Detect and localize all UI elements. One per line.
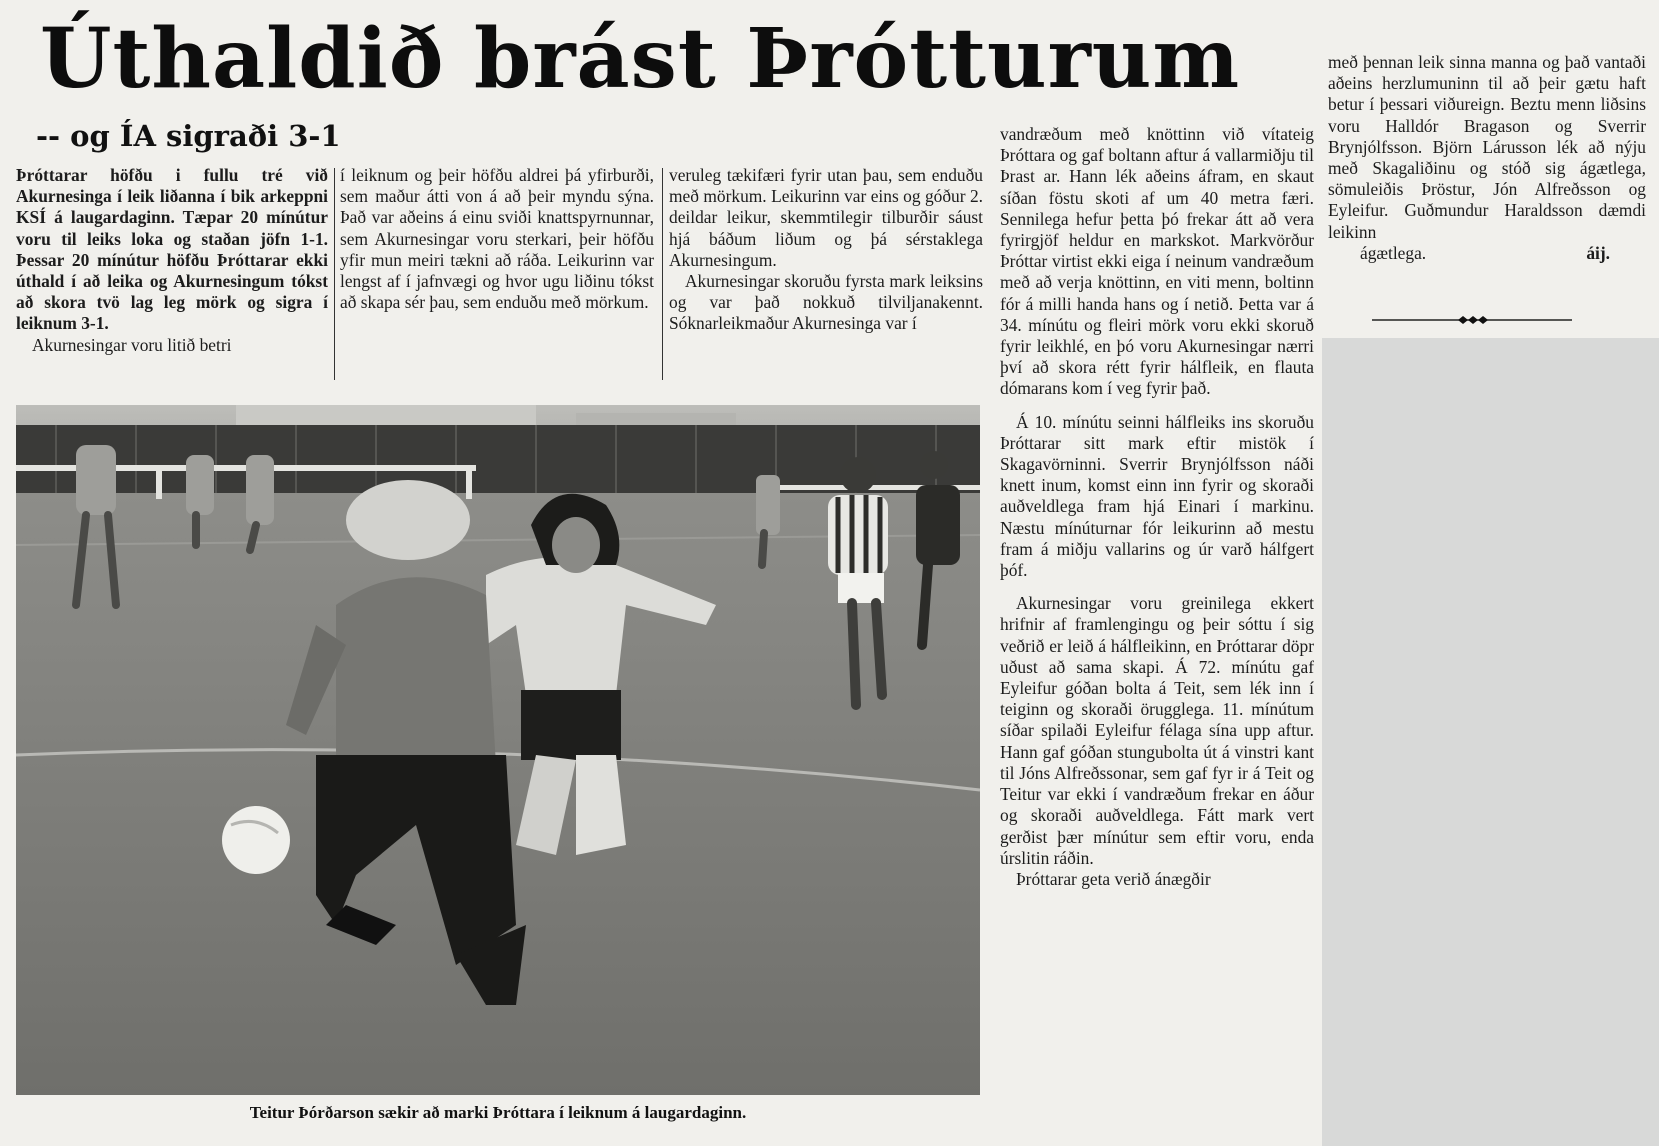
column-4-paragraph-3: Akurnesingar voru greinilega ekkert hrifnir af framlengingu og þeir sóttu í sig veðrið er leið á hálfleikinn, en Þróttarar döpr uðust að sama skapi. Á 72. mínútu gaf Eyleifur góðan bolta á Teit, sem lék inn í teiginn og skoraði örugglega. 11. mínútum síðar spilaði Eyleifur félaga sína upp aftur. Hann gaf góðan stungubolta út á vinstri kant til Jóns Alfreðssonar, sem gaf fyr ir á Teit og Teitur var ekki í vandræðum frekar en áður og skoraði auðveldlega. Fátt mark vert gerðist þær mínútur sem eftir voru, enda úrslitin ráðin. <box>1000 593 1314 868</box>
subheadline: -- og ÍA sigraði 3-1 <box>36 119 341 153</box>
column-3-paragraph-1: veruleg tækifæri fyrir utan þau, sem enduðu með mörkum. Leikurinn var eins og góður 2. deildar leikur, skemmtilegir tilburðir sáust hjá báðum liðum og þá sérstaklega Akurnesingum. <box>669 165 983 270</box>
article-column-1 <box>16 165 328 383</box>
column-4-paragraph-2: Á 10. mínútu seinni hálfleiks ins skoruðu Þróttarar sitt mark eftir mistök í Skagavörninni. Sverrir Brynjólfsson náði knett inum, komst einn inn fyrir og skoraði auðveldlega fram hjá Einari í markinu. Næstu mínúturnar fór leikurinn að mestu fram á miðju vallarins og úr varð hálfgert þóf. <box>1000 411 1314 581</box>
article-column-2 <box>340 165 654 383</box>
closing-line <box>1328 243 1646 264</box>
column-3-paragraph-2: Akurnesingar skoruðu fyrsta mark leiksins og var það nokkuð tilviljanakennt. Sóknarleikmaður Akurnesinga var í <box>669 271 983 334</box>
article-column-5 <box>1328 52 1646 312</box>
headline: Úthaldið brást Þrótturum <box>40 11 1241 107</box>
column-2-paragraph: í leiknum og þeir höfðu aldrei þá yfirburði, sem maður átti von á að þeir myndu sýna. Það var aðeins á einu sviði knattspyrnunnar, sem Akurnesingar voru sterkari, þeir höfðu yfir mun meiri tækni að ráða. Leikurinn var lengst af í jafnvægi og hvor ugu liðinu tókst að skapa sér þau, sem enduðu með mörkum. <box>340 165 654 313</box>
end-ornament-icon <box>1372 314 1572 326</box>
column-rule <box>662 168 663 380</box>
column-5-paragraph: með þennan leik sinna manna og það vantaði aðeins herzlumuninn til að þeir gætu haft betur í þessari viðureign. Beztu menn liðsins voru Halldór Bragason og Sverrir Brynjólfsson. Björn Lárusson lék að nýju með Skagaliðinu og stóð sig ágætlega, sömuleiðis Þröstur, Jón Alfreðsson og Eyleifur. Guðmundur Haraldsson dæmdi leikinn <box>1328 52 1646 242</box>
column-1-paragraph-2: Akurnesingar voru litið betri <box>32 334 232 355</box>
article-column-4 <box>1000 124 1314 1144</box>
photo-caption: Teitur Þórðarson sækir að marki Þróttara í leiknum á laugardaginn. <box>249 1103 747 1122</box>
lead-paragraph: Þróttarar höfðu i fullu tré við Akurnesinga í leik liðanna í bik arkeppni KSÍ á laugardaginn. Tæpar 20 mínútur voru til leiks loka og staðan jöfn 1-1. Þessar 20 mínútur höfðu Þróttarar ekki úthald í að leika og Akurnesingum tókst að skora tvö lag leg mörk og sigra í leiknum 3-1. <box>16 165 328 334</box>
match-photo-illustration <box>16 405 980 1095</box>
closing-word: ágætlega. <box>1360 242 1427 263</box>
column-rule <box>334 168 335 380</box>
match-photo <box>16 405 980 1095</box>
article-column-3 <box>669 165 983 383</box>
author-signature: áij. <box>1586 242 1610 263</box>
column-4-paragraph-4: Þróttarar geta verið ánægðir <box>1016 868 1211 889</box>
column-4-paragraph-1: vandræðum með knöttinn við vítateig Þróttara og gaf boltann aftur á vallarmiðju til Þrast ar. Hann lék aðeins áfram, en skaut síðan föstu skoti af um 40 metra færi. Sennilega hefur þetta þó frekar átt að vera fyrirgjöf heldur en markskot. Markvörður Þróttar virtist ekki eiga í neinum vandræðum með að verja knöttinn, en viti menn, boltinn fór á milli handa hans og í netið. Þetta var á 34. mínútu og fleiri mörk voru ekki skoruð fyrir leikhlé, en þó voru Akurnesingar nærri því að skora rétt fyrir hálfleik, en flauta dómarans kom í veg fyrir það. <box>1000 124 1314 399</box>
